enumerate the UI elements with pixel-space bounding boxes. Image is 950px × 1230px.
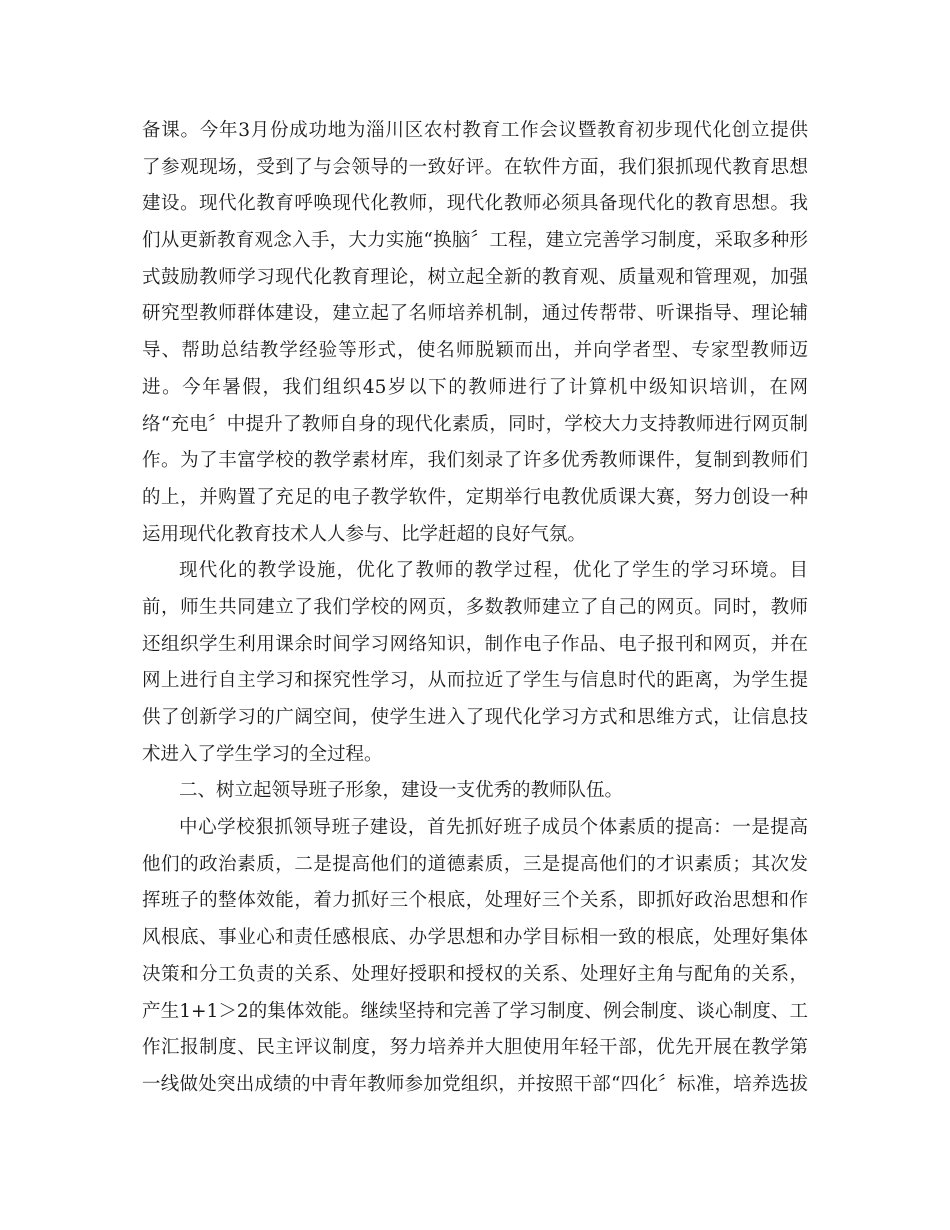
text-line: 作汇报制度、民主评议制度，努力培养并大胆使用年轻干部，优先开展在教学第 [142, 1037, 808, 1059]
paragraph-first-line: 中心学校狠抓领导班子建设，首先抓好班子成员个体素质的提高：一是提高 [179, 817, 808, 839]
text-line: 决策和分工负责的关系、处理好授职和授权的关系、处理好主角与配角的关系， [142, 963, 808, 985]
text-line: 络“充电〞中提升了教师自身的现代化素质，同时，学校大力支持教师进行网页制 [142, 413, 808, 435]
text-line: 产生1+1＞2的集体效能。继续坚持和完善了学习制度、例会制度、谈心制度、工 [142, 1000, 808, 1022]
text-line: 进。今年暑假，我们组织45岁以下的教师进行了计算机中级知识培训，在网 [142, 376, 808, 398]
text-line: 还组织学生利用课余时间学习网络知识，制作电子作品、电子报刊和网页，并在 [142, 633, 808, 655]
paragraph-first-line: 现代化的教学设施，优化了教师的教学过程，优化了学生的学习环境。目 [179, 560, 808, 582]
text-line: 供了创新学习的广阔空间，使学生进入了现代化学习方式和思维方式，让信息技 [142, 707, 808, 728]
text-line: 研究型教师群体建设，建立起了名师培养机制，通过传帮带、听课指导、理论辅 [142, 303, 808, 325]
text-line: 了参观现场，受到了与会领导的一致好评。在软件方面，我们狠抓现代教育思想 [142, 156, 808, 178]
text-line: 风根底、事业心和责任感根底、办学思想和办学目标相一致的根底，处理好集体 [142, 927, 808, 949]
text-line: 建设。现代化教育呼唤现代化教师，现代化教师必须具备现代化的教育思想。我 [142, 193, 808, 215]
text-line: 的上，并购置了充足的电子教学软件，定期举行电教优质课大赛，努力创设一种 [142, 486, 808, 508]
text-line: 挥班子的整体效能，着力抓好三个根底，处理好三个关系，即抓好政治思想和作 [142, 890, 808, 912]
paragraph-first-line: 二、树立起领导班子形象，建设一支优秀的教师队伍。 [179, 780, 624, 802]
text-line: 一线做处突出成绩的中青年教师参加党组织，并按照干部“四化〞标准，培养选拔 [142, 1073, 808, 1095]
text-line: 作。为了丰富学校的教学素材库，我们刻录了许多优秀教师课件，复制到教师们 [142, 450, 808, 472]
text-line: 前，师生共同建立了我们学校的网页，多数教师建立了自己的网页。同时，教师 [142, 596, 808, 618]
text-line: 网上进行自主学习和探究性学习，从而拉近了学生与信息时代的距离，为学生提 [142, 670, 808, 692]
text-line: 备课。今年3月份成功地为淄川区农村教育工作会议暨教育初步现代化创立提供 [142, 120, 808, 141]
text-line: 运用现代化教育技术人人参与、比学赶超的良好气氛。 [142, 523, 587, 545]
text-line: 导、帮助总结教学经验等形式，使名师脱颖而出，并向学者型、专家型教师迈 [142, 340, 808, 362]
document-body [142, 113, 808, 1104]
text-line: 式鼓励教师学习现代化教育理论，树立起全新的教育观、质量观和管理观，加强 [142, 266, 808, 288]
text-line: 术进入了学生学习的全过程。 [142, 743, 383, 765]
text-line: 他们的政治素质，二是提高他们的道德素质，三是提高他们的才识素质；其次发 [142, 853, 808, 875]
text-line: 们从更新教育观念入手，大力实施“换脑〞工程，建立完善学习制度，采取多种形 [142, 230, 808, 252]
